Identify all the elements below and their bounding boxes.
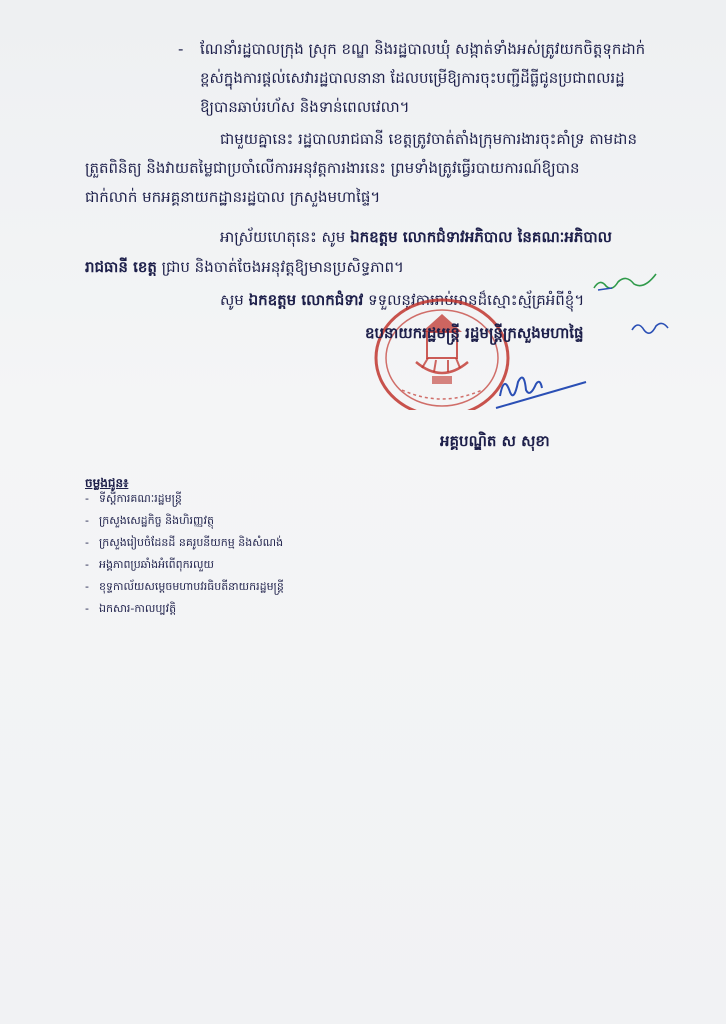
body-line-1: ណែនាំរដ្ឋបាលក្រុង ស្រុក ខណ្ឌ និងរដ្ឋបាលឃុំ សង្កាត់ទាំងអស់ត្រូវយកចិត្តទុកដាក់ bbox=[200, 40, 646, 58]
cc-item-text: ក្រសួងសេដ្ឋកិច្ច និងហិរញ្ញវត្ថុ bbox=[99, 514, 215, 527]
cc-item bbox=[85, 513, 214, 529]
closing-pre: សូម bbox=[220, 291, 249, 309]
cc-item-text: អង្គភាពប្រឆាំងអំពើពុករលួយ bbox=[99, 558, 214, 571]
signature-icon bbox=[490, 368, 590, 412]
cc-dash: - bbox=[85, 558, 89, 571]
p3-bold-text-2: រាជធានី ខេត្ត bbox=[85, 258, 157, 276]
cc-item-text: ឯកសារ-កាលប្បវត្តិ bbox=[99, 602, 177, 615]
cc-dash: - bbox=[85, 580, 89, 593]
cc-item bbox=[85, 535, 283, 551]
body-line-2: ខ្ពស់ក្នុងការផ្តល់សេវារដ្ឋបាលនានា ដែលបម្រើឱ្យការចុះបញ្ជីដីធ្លីជូនប្រជាពលរដ្ឋ bbox=[200, 69, 625, 87]
signatory-title: ឧបនាយករដ្ឋមន្ត្រី រដ្ឋមន្ត្រីក្រសួងមហាផ្ទៃ bbox=[365, 324, 584, 342]
closing-bold: ឯកឧត្តម លោកជំទាវ bbox=[248, 291, 364, 309]
cc-item-text: ខុទ្ទកាល័យសម្តេចមហាបវរធិបតីនាយករដ្ឋមន្ត្រី bbox=[99, 580, 284, 593]
cc-item bbox=[85, 579, 284, 595]
body-line-3: ឱ្យបានឆាប់រហ័ស និងទាន់ពេលវេលា។ bbox=[200, 98, 410, 116]
cc-item-text: ក្រសួងរៀបចំដែនដី នគរូបនីយកម្ម និងសំណង់ bbox=[99, 536, 284, 549]
cc-item-text: ទីស្តីការគណៈរដ្ឋមន្ត្រី bbox=[99, 492, 182, 505]
paragraph-2-line-3: ជាក់លាក់ មកអគ្គនាយកដ្ឋានរដ្ឋបាល ក្រសួងមហាផ្ទៃ។ bbox=[85, 188, 381, 206]
cc-heading: ចម្លងជូន៖ bbox=[85, 476, 129, 490]
paragraph-3-line-1 bbox=[220, 226, 612, 248]
p3-post-text: ជ្រាប និងចាត់ចែងអនុវត្តឱ្យមានប្រសិទ្ធភាព។ bbox=[156, 258, 404, 276]
cc-dash: - bbox=[85, 492, 89, 505]
signatory-name: អគ្គបណ្ឌិត ស សុខា bbox=[440, 432, 550, 450]
paragraph-3-line-2 bbox=[85, 256, 404, 278]
cc-dash: - bbox=[85, 514, 89, 527]
closing-post: ទទួលនូវការរាប់អានដ៏ស្មោះស្ម័គ្រអំពីខ្ញុំ។ bbox=[363, 291, 585, 309]
p3-pre-text: អាស្រ័យហេតុនេះ សូម bbox=[220, 228, 351, 246]
paragraph-2-line-1: ជាមួយគ្នានេះ រដ្ឋបាលរាជធានី ខេត្តត្រូវចាត់តាំងក្រុមការងារចុះគាំទ្រ តាមដាន bbox=[220, 130, 637, 148]
paragraph-2-line-2: ត្រួតពិនិត្យ និងវាយតម្លៃជាប្រចាំលើការអនុវត្តការងារនេះ ព្រមទាំងត្រូវធ្វើរបាយការណ៍ឱ្យបាន bbox=[85, 159, 580, 177]
cc-item bbox=[85, 557, 214, 573]
initials-mark-icon bbox=[630, 316, 670, 340]
cc-dash: - bbox=[85, 536, 89, 549]
initials-icon bbox=[590, 270, 660, 296]
cc-item bbox=[85, 491, 182, 507]
p3-bold-text: ឯកឧត្តម លោកជំទាវអភិបាល នៃគណៈអភិបាល bbox=[350, 228, 612, 246]
cc-dash: - bbox=[85, 602, 89, 615]
cc-item bbox=[85, 601, 176, 617]
bullet-dash: - bbox=[178, 40, 184, 58]
